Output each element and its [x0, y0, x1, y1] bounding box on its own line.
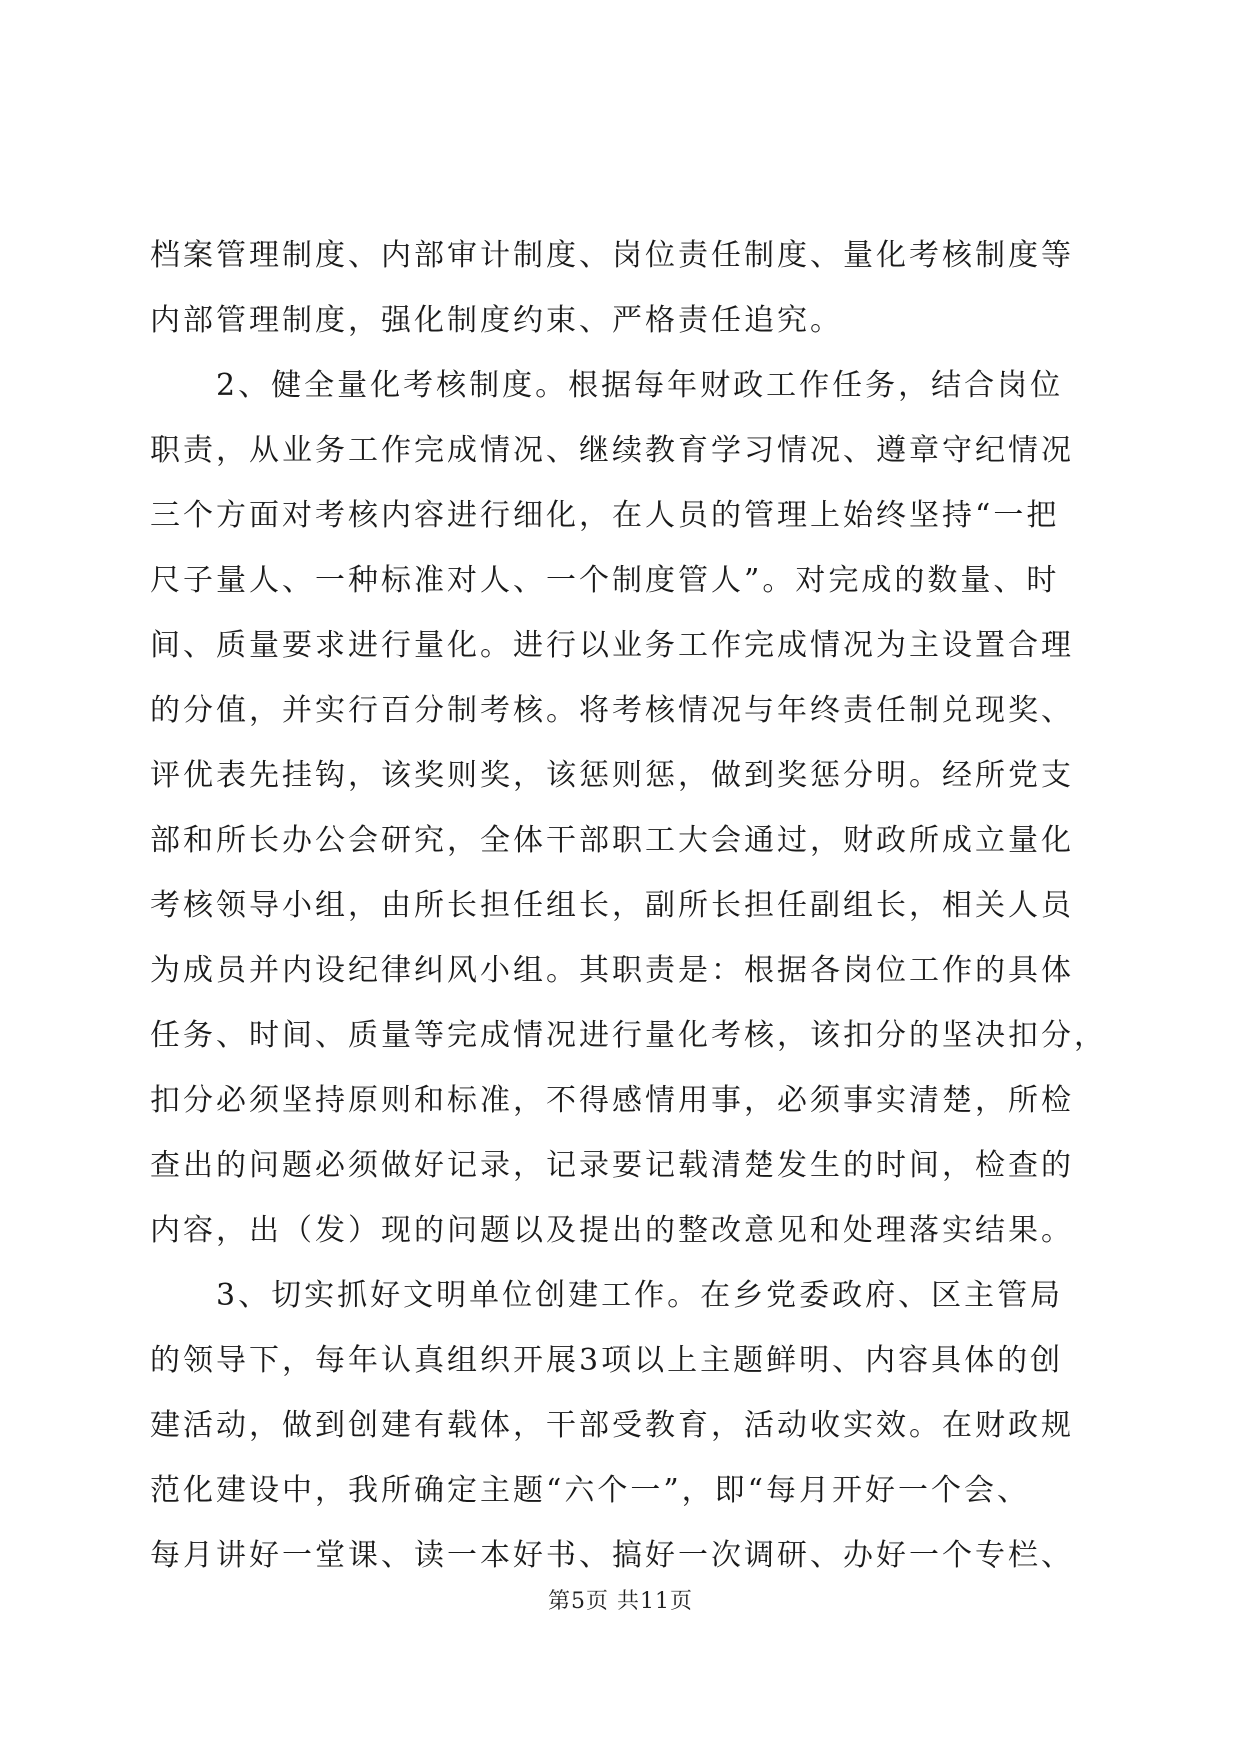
paragraph-start-line: 2、健全量化考核制度。根据每年财政工作任务，结合岗位: [216, 368, 1064, 403]
paragraph-start-line: 3、切实抓好文明单位创建工作。在乡党委政府、区主管局: [216, 1278, 1064, 1313]
body-line: 范化建设中，我所确定主题“六个一”，即“每月开好一个会、: [150, 1473, 1031, 1508]
body-line: 为成员并内设纪律纠风小组。其职责是：根据各岗位工作的具体: [150, 953, 1074, 988]
body-line: 任务、时间、质量等完成情况进行量化考核，该扣分的坚决扣分，: [150, 1018, 1107, 1053]
body-line: 扣分必须坚持原则和标准，不得感情用事，必须事实清楚，所检: [150, 1083, 1074, 1118]
body-line: 部和所长办公会研究，全体干部职工大会通过，财政所成立量化: [150, 823, 1074, 858]
body-line: 考核领导小组，由所长担任组长，副所长担任副组长，相关人员: [150, 888, 1074, 923]
body-line: 查出的问题必须做好记录，记录要记载清楚发生的时间，检查的: [150, 1148, 1074, 1183]
body-line: 每月讲好一堂课、读一本好书、搞好一次调研、办好一个专栏、: [150, 1538, 1074, 1573]
body-line: 建活动，做到创建有载体，干部受教育，活动收实效。在财政规: [150, 1408, 1074, 1443]
body-line: 的领导下，每年认真组织开展3项以上主题鲜明、内容具体的创: [150, 1343, 1064, 1378]
body-line: 评优表先挂钩，该奖则奖，该惩则惩，做到奖惩分明。经所党支: [150, 758, 1074, 793]
body-line: 职责，从业务工作完成情况、继续教育学习情况、遵章守纪情况: [150, 433, 1074, 468]
body-line: 内容，出（发）现的问题以及提出的整改意见和处理落实结果。: [150, 1213, 1074, 1248]
body-line: 间、质量要求进行量化。进行以业务工作完成情况为主设置合理: [150, 628, 1074, 663]
document-body: [150, 223, 1107, 1588]
body-line: 尺子量人、一种标准对人、一个制度管人”。对完成的数量、时: [150, 563, 1060, 598]
body-line: 的分值，并实行百分制考核。将考核情况与年终责任制兑现奖、: [150, 693, 1074, 728]
page-number-footer: 第5页 共11页: [548, 1589, 693, 1614]
body-line: 内部管理制度，强化制度约束、严格责任追究。: [150, 303, 843, 338]
body-line: 档案管理制度、内部审计制度、岗位责任制度、量化考核制度等: [150, 238, 1074, 273]
body-line: 三个方面对考核内容进行细化，在人员的管理上始终坚持“一把: [150, 498, 1060, 533]
